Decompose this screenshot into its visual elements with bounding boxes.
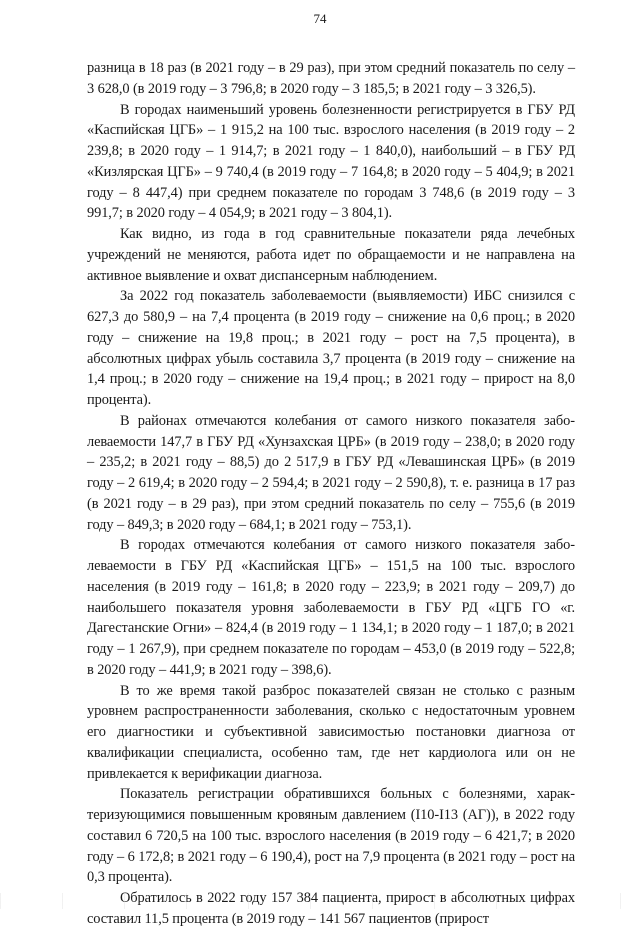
paragraph-1: разница в 18 раз (в 2021 году – в 29 раз), при этом средний показатель по селу – 3 628,0 (в 2019 году – 3 796,8; в 2020 году – 3 185,5; в 2021 году – 3 326,5). — [87, 60, 575, 97]
paragraph-5: В районах отмечаются колебания от самого низкого показателя заболеваемости 147,7 в ГБУ РД «Хунзахская ЦРБ» (в 2019 году – 238,0; в 2020 году – 235,2; в 2021 году – 88,5) до 2 517,9 в ГБУ РД «Левашинская ЦРБ» (в 2019 году – 2 619,4; в 2020 году – 2 594,4; в 2021 году – 2 590,8), т. е. разница в 17 раз (в 2021 году – в 29 раз), при этом средний показатель по селу – 755,6 (в 2019 году – 849,3; в 2020 году – 684,1; в 2021 году – 753,1). — [87, 412, 575, 533]
paragraph-9: Обратилось в 2022 году 157 384 пациента, прирост в абсолютных цифрах составил 11,5 процента (в 2019 году – 141 567 пациентов (прирост — [87, 890, 575, 927]
document-body — [87, 58, 575, 930]
paragraph-3: Как видно, из года в год сравнительные показатели ряда лечебных учреждений не меняются, работа идет по обращаемости и не направлена на активное выявление и охват диспансерным наблюдением. — [87, 226, 575, 284]
page-bottom-edge — [0, 893, 640, 909]
paragraph-6: В городах отмечаются колебания от самого низкого показателя заболеваемости в ГБУ РД «Каспийская ЦГБ» – 151,5 на 100 тыс. взрослого населения (в 2019 году – 161,8; в 2020 году – 223,9; в 2021 году – 209,7) до наибольшего показателя уровня заболеваемости в ГБУ РД «ЦГБ ГО «г. Дагестанские Огни» – 824,4 (в 2019 году – 1 134,1; в 2020 году – 1 187,0; в 2021 году – 1 267,9), при среднем показателе по городам – 453,0 (в 2019 году – 522,8; в 2020 году – 441,9; в 2021 году – 398,6). — [87, 537, 575, 678]
paragraph-2: В городах наименьший уровень болезненности регистрируется в ГБУ РД «Каспийская ЦГБ» – 1 915,2 на 100 тыс. взрослого населения (в 2019 году – 2 239,8; в 2020 году – 1 914,7; в 2021 году – 1 840,0), наибольший – в ГБУ РД «Кизлярская ЦГБ» – 9 740,4 (в 2019 году – 7 164,8; в 2020 году – 5 404,9; в 2021 году – 8 447,4) при среднем показателе по городам 3 748,6 (в 2019 году – 3 991,7; в 2020 году – 4 054,9; в 2021 году – 3 804,1). — [87, 101, 575, 222]
paragraph-4: За 2022 год показатель заболеваемости (выявляемости) ИБС снизился с 627,3 до 580,9 – на 7,4 процента (в 2019 году – снижение на 0,6 проц.; в 2020 году – снижение на 19,8 проц.; в 2021 году – рост на 7,5 процента), в абсолютных цифрах убыль составила 3,7 процента (в 2019 году – снижение на 1,4 проц.; в 2020 году – снижение на 19,4 проц.; в 2021 году – прирост на 8,0 процента). — [87, 288, 575, 408]
paragraph-8: Показатель регистрации обратившихся больных с болезнями, характеризующимися повышенным кровяным давлением (I10-I13 (АГ)), в 2022 году составил 6 720,5 на 100 тыс. взрослого населения (в 2019 году – 6 421,7; в 2020 году – 6 172,8; в 2021 году – 6 190,4), рост на 7,9 процента (в 2021 году – рост на 0,3 процента). — [87, 786, 575, 886]
page-number: 74 — [313, 11, 327, 26]
paragraph-7: В то же время такой разброс показателей связан не столько с разным уровнем распространенности заболевания, сколько с недостаточным уровнем его диагностики и субъективной зависимостью постановки диагноза от квалификации специалиста, особенно там, где нет кардиолога или он не привлекается к верификации диагноза. — [87, 682, 575, 782]
